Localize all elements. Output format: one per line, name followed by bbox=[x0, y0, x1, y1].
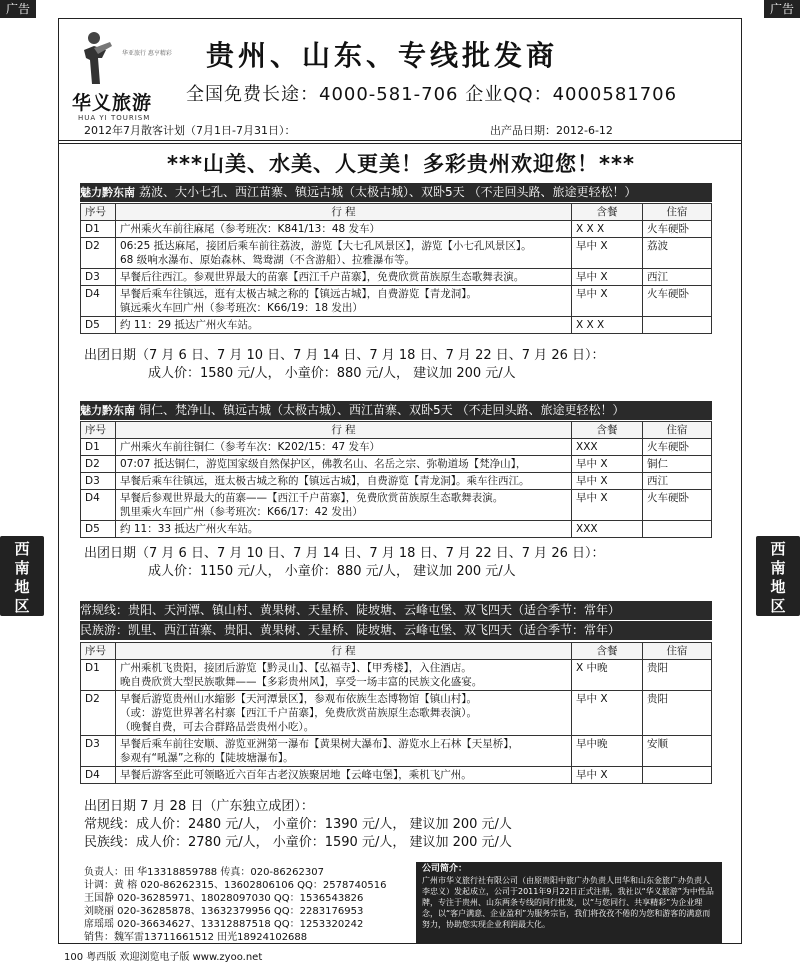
stay-cell: 火车硬卧 bbox=[643, 286, 712, 317]
table-row bbox=[81, 238, 712, 269]
col-header-route: 行 程 bbox=[116, 204, 572, 221]
table-row bbox=[81, 521, 712, 538]
route-cell bbox=[116, 691, 572, 736]
meal-cell: 早中 X bbox=[572, 269, 643, 286]
meal-cell: 早中 X bbox=[572, 456, 643, 473]
col-header-stay: 住宿 bbox=[643, 643, 712, 660]
meal-cell: X X X bbox=[572, 317, 643, 334]
logo bbox=[72, 28, 172, 128]
day-cell: D4 bbox=[81, 286, 116, 317]
meal-cell: X 中晚 bbox=[572, 660, 643, 691]
meal-cell: 早中 X bbox=[572, 691, 643, 736]
col-header-route: 行 程 bbox=[116, 422, 572, 439]
route-line: 07:07 抵达铜仁，游览国家级自然保护区，佛教名山、名岳之宗、弥勒道场【梵净山】， bbox=[120, 458, 527, 470]
route-line: 早餐后乘车往镇远，逛有太极古城之称的【镇远古城】，自费游览【青龙洞】。 bbox=[120, 288, 477, 300]
route-cell bbox=[116, 269, 572, 286]
route-cell bbox=[116, 317, 572, 334]
stay-cell bbox=[643, 521, 712, 538]
col-header-meals: 含餐 bbox=[572, 422, 643, 439]
route-title: 铜仁、梵净山、镇远古城（太极古城）、西江苗寨、双卧5天 （不走回头路、旅途更轻松！） bbox=[139, 403, 625, 417]
contact-line: 计调：黄 榕 020-86262315、13602806106 QQ：2578740516 bbox=[84, 880, 387, 891]
stay-cell: 火车硬卧 bbox=[643, 221, 712, 238]
route-line: 早餐后游客至此可领略近六百年古老汉族聚居地【云峰屯堡】，乘机飞广州。 bbox=[120, 769, 472, 781]
itinerary-table bbox=[80, 421, 712, 538]
route-line: 早餐后乘车前往安顺、游览亚洲第一瀑布【黄果树大瀑布】、游览水上石林【天星桥】， bbox=[120, 738, 519, 750]
route-line: 早餐后游览贵州山水縮影【天河潭景区】，参观布依族生态博物馆【镇山村】。 bbox=[120, 693, 477, 705]
meal-cell: 早中 X bbox=[572, 767, 643, 784]
stay-cell bbox=[643, 767, 712, 784]
route-line: 广州乘火车前往麻尾（参考班次：K841/13：48 发车） bbox=[120, 223, 381, 235]
meal-cell: X X X bbox=[572, 221, 643, 238]
col-header-meals: 含餐 bbox=[572, 643, 643, 660]
table-header-row bbox=[81, 643, 712, 660]
route-line: 早餐后乘车往镇远，逛太极古城之称的【镇远古城】，自费游览【青龙洞】。乘车往西江。 bbox=[120, 475, 530, 487]
day-cell: D2 bbox=[81, 238, 116, 269]
plan-period: 2012年7月散客计划（7月1日-7月31日）： bbox=[84, 124, 296, 137]
region-tab-right: 西 南 地 区 bbox=[756, 536, 800, 616]
company-intro-title: 公司简介： bbox=[422, 864, 468, 874]
col-header-day: 序号 bbox=[81, 204, 116, 221]
contact-line: 席瑶瑶 020-36634627、13312887518 QQ：1253320242 bbox=[84, 919, 364, 930]
price-line: 成人价：1580 元/人， 小童价：880 元/人， 建议加 200 元/人 bbox=[148, 366, 516, 381]
table-row bbox=[81, 490, 712, 521]
price-line: 民族线：成人价：2780 元/人， 小童价：1590 元/人， 建议加 200 元/人 bbox=[84, 835, 512, 850]
route-cell bbox=[116, 660, 572, 691]
route-line: 68 级响水瀑布、原始森林、鸳鸯湖（不含游船）、拉雅瀑布等。 bbox=[120, 254, 415, 266]
day-cell: D5 bbox=[81, 521, 116, 538]
route-line: 镇远乘火车回广州（参考班次：K66/19：18 发出） bbox=[120, 302, 363, 314]
stay-cell: 铜仁 bbox=[643, 456, 712, 473]
logo-name: 华义旅游 bbox=[72, 92, 153, 114]
col-header-day: 序号 bbox=[81, 643, 116, 660]
table-header-row bbox=[81, 204, 712, 221]
table-row bbox=[81, 456, 712, 473]
route-cell bbox=[116, 473, 572, 490]
route-line: 广州乘火车前往铜仁（参考车次：K202/15：47 发车） bbox=[120, 441, 381, 453]
meal-cell: 早中 X bbox=[572, 286, 643, 317]
day-cell: D1 bbox=[81, 660, 116, 691]
route-summary bbox=[84, 545, 605, 581]
day-cell: D3 bbox=[81, 269, 116, 286]
table-row bbox=[81, 269, 712, 286]
table-row bbox=[81, 660, 712, 691]
route-cell bbox=[116, 456, 572, 473]
contact-list bbox=[84, 866, 386, 944]
divider bbox=[58, 143, 742, 144]
route-cell bbox=[116, 238, 572, 269]
table-row bbox=[81, 317, 712, 334]
page-title: 贵州、山东、专线批发商 bbox=[206, 39, 559, 72]
day-cell: D1 bbox=[81, 439, 116, 456]
day-cell: D2 bbox=[81, 691, 116, 736]
ad-label-left: 广告 bbox=[0, 0, 36, 18]
top-bar bbox=[0, 0, 800, 20]
col-header-route: 行 程 bbox=[116, 643, 572, 660]
route-title: 荔波、大小七孔、西江苗寨、镇远古城（太极古城）、双卧5天 （不走回头路、旅途更轻松！） bbox=[139, 185, 637, 199]
meal-cell: XXX bbox=[572, 521, 643, 538]
table-row bbox=[81, 286, 712, 317]
route-line: 晚自费欣赏大型民族歌舞——【多彩贵州风】，享受一场丰富的民族文化盛宴。 bbox=[120, 676, 483, 688]
ad-label-right: 广告 bbox=[764, 0, 800, 18]
logo-figure-icon bbox=[72, 28, 122, 86]
route-cell bbox=[116, 521, 572, 538]
day-cell: D1 bbox=[81, 221, 116, 238]
route-title: 常规线：贵阳、天河潭、镇山村、黄果树、天星桥、陡坡塘、云峰屯堡、双飞四天（适合季节：常年） bbox=[80, 603, 621, 617]
col-header-day: 序号 bbox=[81, 422, 116, 439]
route-cell bbox=[116, 286, 572, 317]
route-line: 广州乘机飞贵阳，接团后游览【黔灵山】、【弘福寺】、【甲秀楼】，入住酒店。 bbox=[120, 662, 472, 674]
table-row bbox=[81, 767, 712, 784]
table-row bbox=[81, 221, 712, 238]
departure-dates: 出团日期 7 月 28 日（广东独立成团）： bbox=[84, 799, 314, 814]
day-cell: D3 bbox=[81, 736, 116, 767]
route-cell bbox=[116, 221, 572, 238]
day-cell: D2 bbox=[81, 456, 116, 473]
product-date: 出产品日期：2012-6-12 bbox=[490, 124, 613, 137]
itinerary-table bbox=[80, 203, 712, 334]
route-title-bar bbox=[80, 601, 712, 620]
route-line: 凯里乘火车回广州（参考班次：K66/17：42 发出） bbox=[120, 506, 363, 518]
meal-cell: XXX bbox=[572, 439, 643, 456]
contact-line: 王国静 020-36285971、18028097030 QQ：1536543826 bbox=[84, 893, 364, 904]
logo-slogan: 华亚旅行 惠亨精彩 bbox=[122, 50, 172, 57]
stay-cell: 西江 bbox=[643, 269, 712, 286]
itinerary-table bbox=[80, 642, 712, 784]
route-tag: 魅力黔东南 bbox=[80, 186, 135, 199]
stay-cell: 贵阳 bbox=[643, 691, 712, 736]
day-cell: D5 bbox=[81, 317, 116, 334]
company-intro-text: 广州市华义旅行社有限公司（由原贵阳中旅广办负责人田华和山东金旅广办负责人李忠义）发起成立，公司于2011年9月22日正式注册，我社以“华义旅游”为中性品牌，专注于贵州、山东两条专线的同行批发，以“与您同行、共享精彩”为企业理念，以“客户满意、企业盈利”为服务宗旨，我们将孜孜不倦的为您和游客的满意而努力，协助您实现企业利润最大化。 bbox=[422, 876, 714, 929]
col-header-stay: 住宿 bbox=[643, 422, 712, 439]
meal-cell: 早中 X bbox=[572, 238, 643, 269]
route-title-bar bbox=[80, 183, 712, 202]
route-line: 参观有“吼瀑”之称的【陡坡塘瀑布】。 bbox=[120, 752, 294, 764]
stay-cell: 火车硬卧 bbox=[643, 490, 712, 521]
stay-cell: 火车硬卧 bbox=[643, 439, 712, 456]
route-tag: 魅力黔东南 bbox=[80, 404, 135, 417]
table-row bbox=[81, 736, 712, 767]
route-line: 早餐后往西江。参观世界最大的苗寨【西江千户苗寨】，免费欣赏苗族原生态歌舞表演。 bbox=[120, 271, 525, 283]
route-cell bbox=[116, 439, 572, 456]
route-line: 早餐后参观世界最大的苗寨——【西江千户苗寨】，免费欣赏苗族原生态歌舞表演。 bbox=[120, 492, 504, 504]
table-row bbox=[81, 691, 712, 736]
route-summary bbox=[84, 347, 605, 383]
table-header-row bbox=[81, 422, 712, 439]
departure-dates: 出团日期（7 月 6 日、7 月 10 日、7 月 14 日、7 月 18 日、7 月 22 日、7 月 26 日）： bbox=[84, 546, 605, 561]
stay-cell: 贵阳 bbox=[643, 660, 712, 691]
route-line: （晚餐自费，可去合群路品尝贵州小吃）。 bbox=[120, 721, 315, 733]
route-cell bbox=[116, 767, 572, 784]
contact-line: 刘晓丽 020-36285878、13632379956 QQ：2283176953 bbox=[84, 906, 364, 917]
company-intro bbox=[416, 862, 722, 944]
region-tab-left: 西 南 地 区 bbox=[0, 536, 44, 616]
meal-cell: 早中 X bbox=[572, 490, 643, 521]
route-line: 约 11：33 抵达广州火车站。 bbox=[120, 523, 259, 535]
logo-name-en: HUA YI TOURISM bbox=[78, 114, 151, 122]
footer bbox=[80, 862, 722, 944]
stay-cell: 西江 bbox=[643, 473, 712, 490]
page-footer: 100 粤西版 欢迎浏览电子版 www.zyoo.net bbox=[64, 952, 263, 963]
meal-cell: 早中晚 bbox=[572, 736, 643, 767]
route-cell bbox=[116, 736, 572, 767]
col-header-meals: 含餐 bbox=[572, 204, 643, 221]
table-row bbox=[81, 473, 712, 490]
hotline: 全国免费长途：4000-581-706 企业QQ：4000581706 bbox=[186, 84, 678, 105]
slogan: ***山美、水美、人更美！多彩贵州欢迎您！*** bbox=[167, 152, 635, 176]
header bbox=[66, 22, 736, 140]
meal-cell: 早中 X bbox=[572, 473, 643, 490]
table-row bbox=[81, 439, 712, 456]
route-title: 民族游：凯里、西江苗寨、贵阳、黄果树、天星桥、陡坡塘、云峰屯堡、双飞四天（适合季节：常年） bbox=[80, 623, 621, 637]
day-cell: D4 bbox=[81, 490, 116, 521]
route-cell bbox=[116, 490, 572, 521]
day-cell: D3 bbox=[81, 473, 116, 490]
route-line: （或：游览世界著名村寨【西江千户苗寨】，免费欣赏苗族原生态歌舞表演）。 bbox=[120, 707, 477, 719]
price-line: 成人价：1150 元/人， 小童价：880 元/人， 建议加 200 元/人 bbox=[148, 564, 516, 579]
contact-line: 负责人：田 华13318859788 传真：020-86262307 bbox=[84, 867, 324, 878]
stay-cell: 安顺 bbox=[643, 736, 712, 767]
stay-cell bbox=[643, 317, 712, 334]
divider bbox=[58, 140, 742, 141]
route-title-bar bbox=[80, 401, 712, 420]
day-cell: D4 bbox=[81, 767, 116, 784]
route-summary bbox=[84, 798, 512, 852]
route-title-bar bbox=[80, 621, 712, 640]
route-line: 06:25 抵达麻尾，接团后乘车前往荔波，游览【大七孔风景区】，游览【小七孔风景区】。 bbox=[120, 240, 532, 252]
contact-line: 销售：魏军雷13711661512 田光18924102688 bbox=[84, 932, 308, 943]
stay-cell: 荔波 bbox=[643, 238, 712, 269]
route-line: 约 11：29 抵达广州火车站。 bbox=[120, 319, 259, 331]
departure-dates: 出团日期（7 月 6 日、7 月 10 日、7 月 14 日、7 月 18 日、7 月 22 日、7 月 26 日）： bbox=[84, 348, 605, 363]
col-header-stay: 住宿 bbox=[643, 204, 712, 221]
price-line: 常规线：成人价：2480 元/人， 小童价：1390 元/人， 建议加 200 元/人 bbox=[84, 817, 512, 832]
